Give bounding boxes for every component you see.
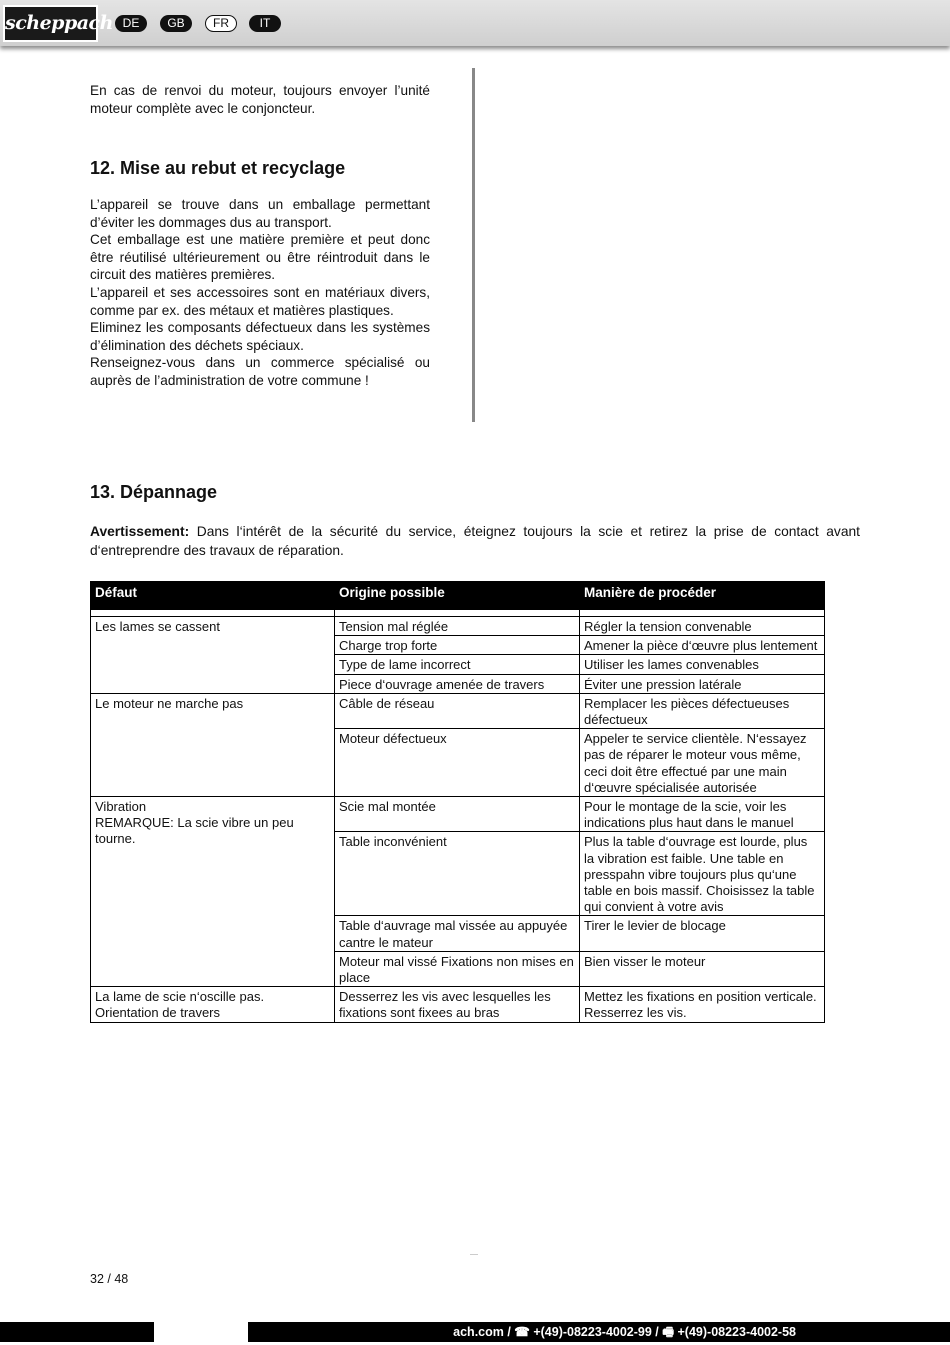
recycling-paragraph-4: Eliminez les composants défectueux dans les systèmes d’élimination des déchets spéciaux. [90, 320, 430, 353]
remedy-cell: Remplacer les pièces défectueuses défectueux [580, 693, 825, 728]
remedy-cell: Bien visser le moteur [580, 951, 825, 986]
footer-bar [0, 1322, 950, 1342]
cause-cell: Scie mal montée [335, 797, 580, 832]
cause-cell: Desserrez les vis avec lesquelles les fixations sont fixees au bras [335, 987, 580, 1022]
cause-cell: Tension mal réglée [335, 617, 580, 636]
page-number: 32 / 48 [90, 1272, 129, 1286]
recycling-paragraph-2: Cet emballage est une matière première et peut donc être réutilisé ultérieurement ou être réintroduit dans le circuit des matières premières. [90, 232, 430, 282]
lang-gb[interactable]: GB [160, 15, 192, 32]
fault-cell: La lame de scie n‘oscille pas. Orientation de travers [91, 987, 335, 1022]
table-spacer [91, 610, 825, 617]
table-row [91, 693, 825, 728]
warning-label: Avertissement: [90, 524, 190, 539]
troubleshooting-table [90, 581, 825, 1023]
recycling-paragraph-3: L’appareil et ses accessoires sont en matériaux divers, comme par ex. des métaux et matières plastiques. [90, 285, 430, 318]
cause-cell: Moteur mal vissé Fixations non mises en place [335, 951, 580, 986]
fault-cell: Le moteur ne marche pas [91, 693, 335, 796]
warning-paragraph [90, 522, 860, 560]
column-divider [472, 68, 475, 422]
table-row [91, 617, 825, 636]
remedy-cell: Régler la tension convenable [580, 617, 825, 636]
remedy-cell: Tirer le levier de blocage [580, 916, 825, 951]
recycling-paragraph-1: L’appareil se trouve dans un emballage permettant d’éviter les dommages dus au transport. [90, 197, 430, 230]
cause-cell: Type de lame incorrect [335, 655, 580, 674]
intro-paragraph: En cas de renvoi du moteur, toujours envoyer l’unité moteur complète avec le conjoncteur. [90, 83, 430, 116]
header-cause: Origine possible [335, 582, 580, 610]
cause-cell: Moteur défectueux [335, 729, 580, 797]
table-row [91, 797, 825, 832]
header-remedy: Manière de procéder [580, 582, 825, 610]
lang-it[interactable]: IT [249, 15, 281, 32]
section-12-title: 12. Mise au rebut et recyclage [90, 158, 346, 178]
footer-contact: ach.com / ☎ +(49)-08223-4002-99 / 🖷 +(49)-08223-4002-58 [453, 1325, 796, 1339]
cause-cell: Charge trop forte [335, 636, 580, 655]
footer-gap [154, 1322, 248, 1342]
remedy-cell: Plus la table d‘ouvrage est lourde, plus la vibration est faible. Une table en presspahn vibre toujours plus qu‘une table en bois massif. Choisissez la table qui convient à votre avis [580, 832, 825, 916]
table-row [91, 987, 825, 1022]
remedy-cell: Utiliser les lames convenables [580, 655, 825, 674]
lang-fr[interactable]: FR [205, 15, 237, 32]
fault-cell: Les lames se cassent [91, 617, 335, 694]
recycling-paragraph-5: Renseignez-vous dans un commerce spécialisé ou auprès de l’administration de votre commune ! [90, 355, 430, 388]
page-marker [470, 1254, 478, 1255]
remedy-cell: Mettez les fixations en position verticale. Resserrez les vis. [580, 987, 825, 1022]
cause-cell: Piece d‘ouvrage amenée de travers [335, 674, 580, 693]
remedy-cell: Éviter une pression latérale [580, 674, 825, 693]
warning-text: Dans l‘intérêt de la sécurité du service, éteignez toujours la scie et retirez la prise de contact avant d‘entreprendre des travaux de réparation. [90, 524, 860, 558]
lang-de[interactable]: DE [115, 15, 147, 32]
remedy-cell: Pour le montage de la scie, voir les indications plus haut dans le manuel [580, 797, 825, 832]
header-fault: Défaut [91, 582, 335, 610]
section-13-title: 13. Dépannage [90, 482, 218, 502]
brand-logo: scheppach [3, 5, 98, 42]
cause-cell: Table d‘auvrage mal vissée au appuyée cantre le mateur [335, 916, 580, 951]
fault-cell: Vibration REMARQUE: La scie vibre un peu tourne. [91, 797, 335, 987]
cause-cell: Câble de réseau [335, 693, 580, 728]
remedy-cell: Amener la pièce d‘œuvre plus lentement [580, 636, 825, 655]
remedy-cell: Appeler te service clientèle. N‘essayez pas de réparer le moteur vous même, ceci doit être effectué par une main d‘œuvre spécialisée autorisée [580, 729, 825, 797]
cause-cell: Table inconvénient [335, 832, 580, 916]
table-header-row [91, 582, 825, 610]
header-bar [0, 0, 950, 46]
